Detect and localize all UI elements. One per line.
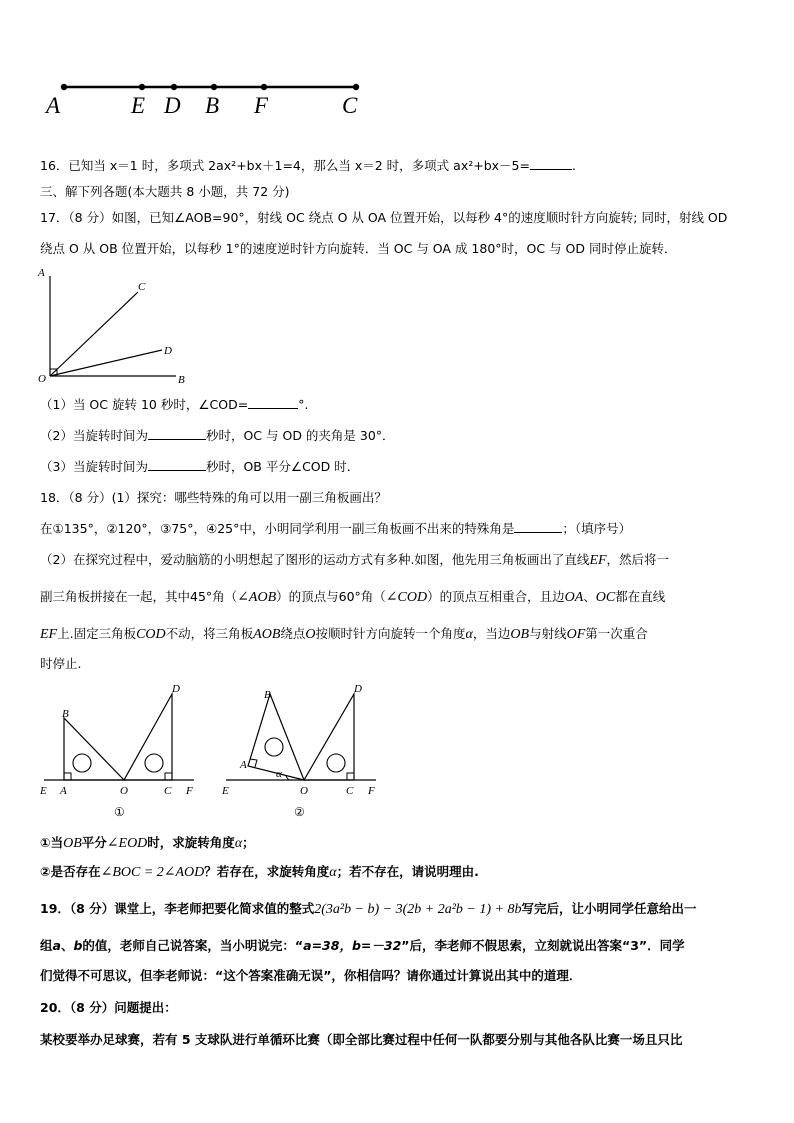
- fig2-label-o: O: [300, 785, 308, 797]
- q18-sub-2: [40, 863, 479, 882]
- q17-p1-text: （1）当 OC 旋转 10 秒时，∠COD=: [40, 397, 249, 412]
- q18-l5-m3: AOB: [253, 627, 281, 642]
- point-a: [61, 84, 67, 90]
- q18-figure-1: [36, 680, 206, 822]
- q18-s1-b: 平分: [81, 835, 107, 850]
- fig2-right-angle-a: [250, 759, 257, 767]
- q18-l2-text: 在①135°，②120°，③75°，④25°中，小明同学利用一副三角板画不出来的特殊角是: [40, 521, 515, 536]
- fig2-triangle-cod: [304, 694, 354, 780]
- q18-line-5: [40, 625, 648, 644]
- q18-l5-m7: OF: [566, 627, 586, 642]
- fig2-label-f: F: [368, 785, 375, 797]
- q18-l4-m4: OC: [595, 590, 616, 605]
- q19-l2-var-a: a: [52, 938, 61, 953]
- q20-line-2: 某校要举办足球赛，若有 5 支球队进行单循环比赛（即全部比赛过程中任何一队都要分别与其他各队比赛一场且只比: [40, 1032, 683, 1047]
- fig2-label-d: D: [354, 683, 362, 695]
- q18-s2-b: ？若存在，求旋转角度: [204, 864, 330, 879]
- q17-part-3: [40, 458, 359, 476]
- q17-part-2: [40, 427, 395, 445]
- fig1-label-o: O: [120, 785, 128, 797]
- q17-p1-blank: [248, 396, 298, 409]
- q18-l5-g: 第一次重合: [585, 626, 648, 641]
- fig17-label-b: B: [178, 374, 185, 386]
- fig2-label-e: E: [222, 785, 229, 797]
- fig17-label-o: O: [38, 373, 46, 385]
- q18-l5-m1: EF: [40, 627, 58, 642]
- q18-s1-m3: α: [234, 836, 243, 851]
- fig1-label-d: D: [172, 683, 180, 695]
- ray-od: [50, 350, 162, 376]
- fig2-label-a: A: [240, 759, 247, 771]
- label-a: A: [46, 93, 61, 118]
- q19-l2-sep: 、: [60, 938, 74, 953]
- fig1-hole-1: [73, 754, 91, 772]
- q18-l2-end: ；（填序号）: [562, 521, 632, 536]
- q18-line-1: 18．（8 分）(1）探究：哪些特殊的角可以用一副三角板画出？: [40, 490, 387, 505]
- fig17-label-c: C: [138, 281, 146, 293]
- q19-l2-c: 的值，老师自己说答案，当小明说完：“: [82, 938, 304, 953]
- q18-line-3: [40, 551, 669, 570]
- fig1-label-e: E: [40, 785, 47, 797]
- q18-sub-1: [40, 834, 255, 853]
- label-e: E: [131, 93, 146, 118]
- q18-l4-c: ）的顶点互相重合，且边: [427, 589, 565, 604]
- q18-l4-m2: ∠COD: [385, 590, 428, 605]
- point-d: [171, 84, 177, 90]
- q18-s2-a: ②是否存在: [40, 864, 101, 879]
- q20-line-1: 20．（8 分）问题提出：: [40, 1000, 177, 1015]
- q17-line-1: 17．（8 分）如图，已知∠AOB=90°，射线 OC 绕点 O 从 OA 位置开始，以每秒 4°的速度顺时针方向旋转; 同时，射线 OD: [40, 210, 728, 225]
- q16-blank: [530, 157, 572, 170]
- fig2-label-alpha: α: [276, 768, 282, 780]
- q19-l1-a: 19．（8 分）课堂上，李老师把要化简求值的整式: [40, 901, 315, 916]
- q17-p3-blank: [148, 458, 206, 471]
- q18-l5-a: 上.固定三角板: [57, 626, 137, 641]
- q18-l4-a: 副三角板拼接在一起，其中45°角（: [40, 589, 238, 604]
- point-b: [211, 84, 217, 90]
- q19-l2-e: ”后，李老师不假思索，立刻就说出答案“3”．同学: [401, 938, 685, 953]
- fig2-label-c: C: [346, 785, 354, 797]
- point-e: [139, 84, 145, 90]
- q19-line-2: [40, 937, 685, 955]
- label-c: C: [342, 93, 358, 118]
- q19-line-3: 们觉得不可思议，但李老师说：“这个答案准确无误”，你相信吗？请你通过计算说出其中的道理．: [40, 968, 582, 983]
- q18-figure-2: [218, 680, 388, 822]
- q18-l4-d: 、: [583, 589, 596, 604]
- fig2-hole-2: [327, 754, 345, 772]
- q18-s1-a: ①当: [40, 835, 64, 850]
- label-d: D: [164, 93, 181, 118]
- q18-l5-m5: α: [465, 627, 473, 642]
- q18-s1-c: 时，求旋转角度: [147, 835, 235, 850]
- fig1-hole-2: [145, 754, 163, 772]
- q18-l4-m3: OA: [564, 590, 584, 605]
- q19-l1-math: 2(3a²b − b) − 3(2b + 2a²b − 1) + 8b: [314, 902, 522, 917]
- fig2-number: ②: [294, 805, 305, 819]
- fig1-number: ①: [114, 805, 125, 819]
- q18-s2-m1: ∠BOC = 2∠AOD: [100, 865, 205, 880]
- q19-l2-var-b: b: [73, 938, 83, 953]
- q17-p2-blank: [148, 427, 206, 440]
- q19-l2-values: a=38，b=－32: [303, 938, 402, 953]
- point-c: [353, 84, 359, 90]
- label-f: F: [254, 93, 269, 118]
- fig17-label-d: D: [164, 345, 172, 357]
- q19-l1-b: 写完后，让小明同学任意给出一: [521, 901, 697, 916]
- q17-p3-text: （3）当旋转时间为: [40, 459, 148, 474]
- q19-l2-a: 组: [40, 938, 53, 953]
- section-3-title: 三、解下列各题(本大题共 8 小题，共 72 分): [40, 184, 290, 199]
- label-b: B: [205, 93, 220, 118]
- q18-l5-m2: COD: [136, 627, 166, 642]
- q18-l5-m6: OB: [510, 627, 530, 642]
- q16-end: .: [571, 158, 576, 173]
- q17-p2-end: 秒时，OC 与 OD 的夹角是 30°．: [205, 428, 395, 443]
- q18-line-6: 时停止.: [40, 656, 82, 671]
- q18-l5-e: ，当边: [472, 626, 511, 641]
- q18-l5-f: 与射线: [529, 626, 567, 641]
- q18-l5-c: 绕点: [280, 626, 306, 641]
- q18-line-2: [40, 520, 631, 538]
- q18-l5-b: 不动，将三角板: [165, 626, 254, 641]
- q17-p1-end: °.: [298, 397, 309, 412]
- q18-l4-b: ）的顶点与60°角（: [276, 589, 386, 604]
- fig2-right-angle-c: [347, 773, 354, 780]
- q18-s1-m1: OB: [63, 836, 82, 851]
- q17-part-1: [40, 396, 308, 414]
- q19-line-1: [40, 900, 697, 919]
- fig1-label-b: B: [62, 708, 69, 720]
- q18-s2-c: ；若不存在，请说明理由.: [336, 864, 479, 879]
- fig2-hole-1: [265, 738, 283, 756]
- q18-l2-blank: [514, 520, 562, 533]
- q18-l3-b: ，然后将一: [606, 552, 670, 567]
- q18-l3-a: （2）在探究过程中，爱动脑筋的小明想起了图形的运动方式有多种.如图，他先用三角板画出了直线: [40, 552, 590, 567]
- fig1-label-f: F: [186, 785, 193, 797]
- q17-p3-end: 秒时，OB 平分∠COD 时．: [205, 459, 360, 474]
- fig1-right-angle-c: [165, 773, 172, 780]
- fig1-right-angle-a: [64, 773, 71, 780]
- q18-l5-d: 按顺时针方向旋转一个角度: [315, 626, 466, 641]
- segment-figure: [40, 76, 370, 122]
- q16-text: 16．已知当 x＝1 时，多项式 2ax²+bx＋1=4，那么当 x＝2 时，多项式 ax²+bx－5=: [40, 158, 530, 173]
- q18-s1-d: ；: [242, 835, 255, 850]
- q18-l4-e: 都在直线: [615, 589, 666, 604]
- fig1-triangle-aob: [64, 718, 124, 780]
- fig17-label-a: A: [38, 267, 45, 279]
- fig1-triangle-cod: [124, 694, 172, 780]
- q17-line-2: 绕点 O 从 OB 位置开始，以每秒 1°的速度逆时针方向旋转．当 OC 与 OA 成 180°时，OC 与 OD 同时停止旋转．: [40, 241, 677, 256]
- ray-oc: [50, 292, 138, 376]
- q18-line-4: [40, 588, 665, 607]
- q17-p2-text: （2）当旋转时间为: [40, 428, 148, 443]
- q18-s2-m2: α: [329, 865, 337, 880]
- point-f: [261, 84, 267, 90]
- q18-l5-m4: O: [305, 627, 316, 642]
- q18-s1-m2: ∠EOD: [106, 836, 148, 851]
- q18-l3-math: EF: [589, 553, 607, 568]
- fig1-label-c: C: [164, 785, 172, 797]
- question-16: [40, 157, 576, 175]
- fig1-label-a: A: [60, 785, 67, 797]
- q17-figure: [34, 266, 194, 388]
- q18-l4-m1: ∠AOB: [237, 590, 277, 605]
- fig2-label-b: B: [264, 689, 271, 701]
